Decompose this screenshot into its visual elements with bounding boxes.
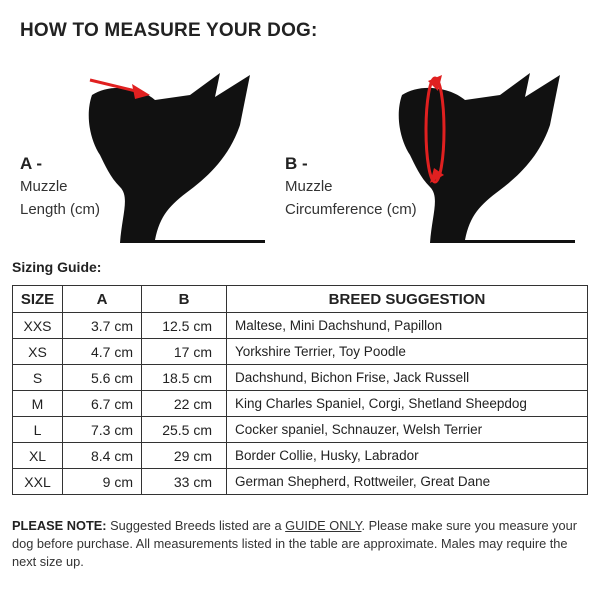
cell-a: 4.7 cm	[63, 339, 142, 365]
cell-size: L	[13, 417, 63, 443]
dog-silhouette-muzzle-circumference-icon	[390, 65, 580, 245]
measure-a-line2: Length (cm)	[20, 201, 101, 218]
cell-a: 3.7 cm	[63, 313, 142, 339]
cell-size: S	[13, 365, 63, 391]
cell-size: XS	[13, 339, 63, 365]
cell-size: XXL	[13, 469, 63, 495]
table-row	[13, 339, 588, 365]
cell-b: 25.5 cm	[142, 417, 227, 443]
cell-breed: King Charles Spaniel, Corgi, Shetland Sheepdog	[227, 391, 588, 417]
cell-breed: Maltese, Mini Dachshund, Papillon	[227, 313, 588, 339]
cell-a: 5.6 cm	[63, 365, 142, 391]
cell-size: XL	[13, 443, 63, 469]
cell-a: 8.4 cm	[63, 443, 142, 469]
cell-breed: Cocker spaniel, Schnauzer, Welsh Terrier	[227, 417, 588, 443]
please-note	[12, 517, 592, 571]
measure-b-label	[285, 152, 417, 221]
cell-b: 12.5 cm	[142, 313, 227, 339]
measure-b-letter: B -	[285, 154, 308, 173]
header-b: B	[142, 286, 227, 313]
cell-size: M	[13, 391, 63, 417]
measure-b-line1: Muzzle	[285, 178, 333, 195]
cell-a: 9 cm	[63, 469, 142, 495]
sizing-table	[12, 285, 588, 495]
cell-a: 6.7 cm	[63, 391, 142, 417]
cell-breed: Dachshund, Bichon Frise, Jack Russell	[227, 365, 588, 391]
cell-breed: Yorkshire Terrier, Toy Poodle	[227, 339, 588, 365]
table-row	[13, 469, 588, 495]
measure-a-line1: Muzzle	[20, 178, 68, 195]
note-text2: . Please make sure you measure your dog before purchase. All measurements listed in the table are approximate. Males may require the next size up.	[12, 518, 578, 569]
table-row	[13, 365, 588, 391]
cell-size: XXS	[13, 313, 63, 339]
note-label: PLEASE NOTE:	[12, 518, 107, 533]
note-guide: GUIDE ONLY	[285, 518, 362, 533]
sizing-guide-title: Sizing Guide:	[12, 259, 102, 275]
header-a: A	[63, 286, 142, 313]
cell-b: 18.5 cm	[142, 365, 227, 391]
cell-b: 33 cm	[142, 469, 227, 495]
table-row	[13, 391, 588, 417]
cell-b: 22 cm	[142, 391, 227, 417]
measure-a-label	[20, 152, 100, 221]
header-breed: BREED SUGGESTION	[227, 286, 588, 313]
measure-b-line2: Circumference (cm)	[285, 201, 417, 218]
cell-b: 29 cm	[142, 443, 227, 469]
table-row	[13, 313, 588, 339]
table-header-row	[13, 286, 588, 313]
page-title: HOW TO MEASURE YOUR DOG:	[20, 20, 318, 41]
dog-silhouette-muzzle-length-icon	[80, 65, 270, 245]
table-row	[13, 443, 588, 469]
measure-a-letter: A -	[20, 154, 43, 173]
header-size: SIZE	[13, 286, 63, 313]
cell-breed: German Shepherd, Rottweiler, Great Dane	[227, 469, 588, 495]
cell-b: 17 cm	[142, 339, 227, 365]
cell-breed: Border Collie, Husky, Labrador	[227, 443, 588, 469]
cell-a: 7.3 cm	[63, 417, 142, 443]
table-row	[13, 417, 588, 443]
note-text1: Suggested Breeds listed are a	[110, 518, 282, 533]
